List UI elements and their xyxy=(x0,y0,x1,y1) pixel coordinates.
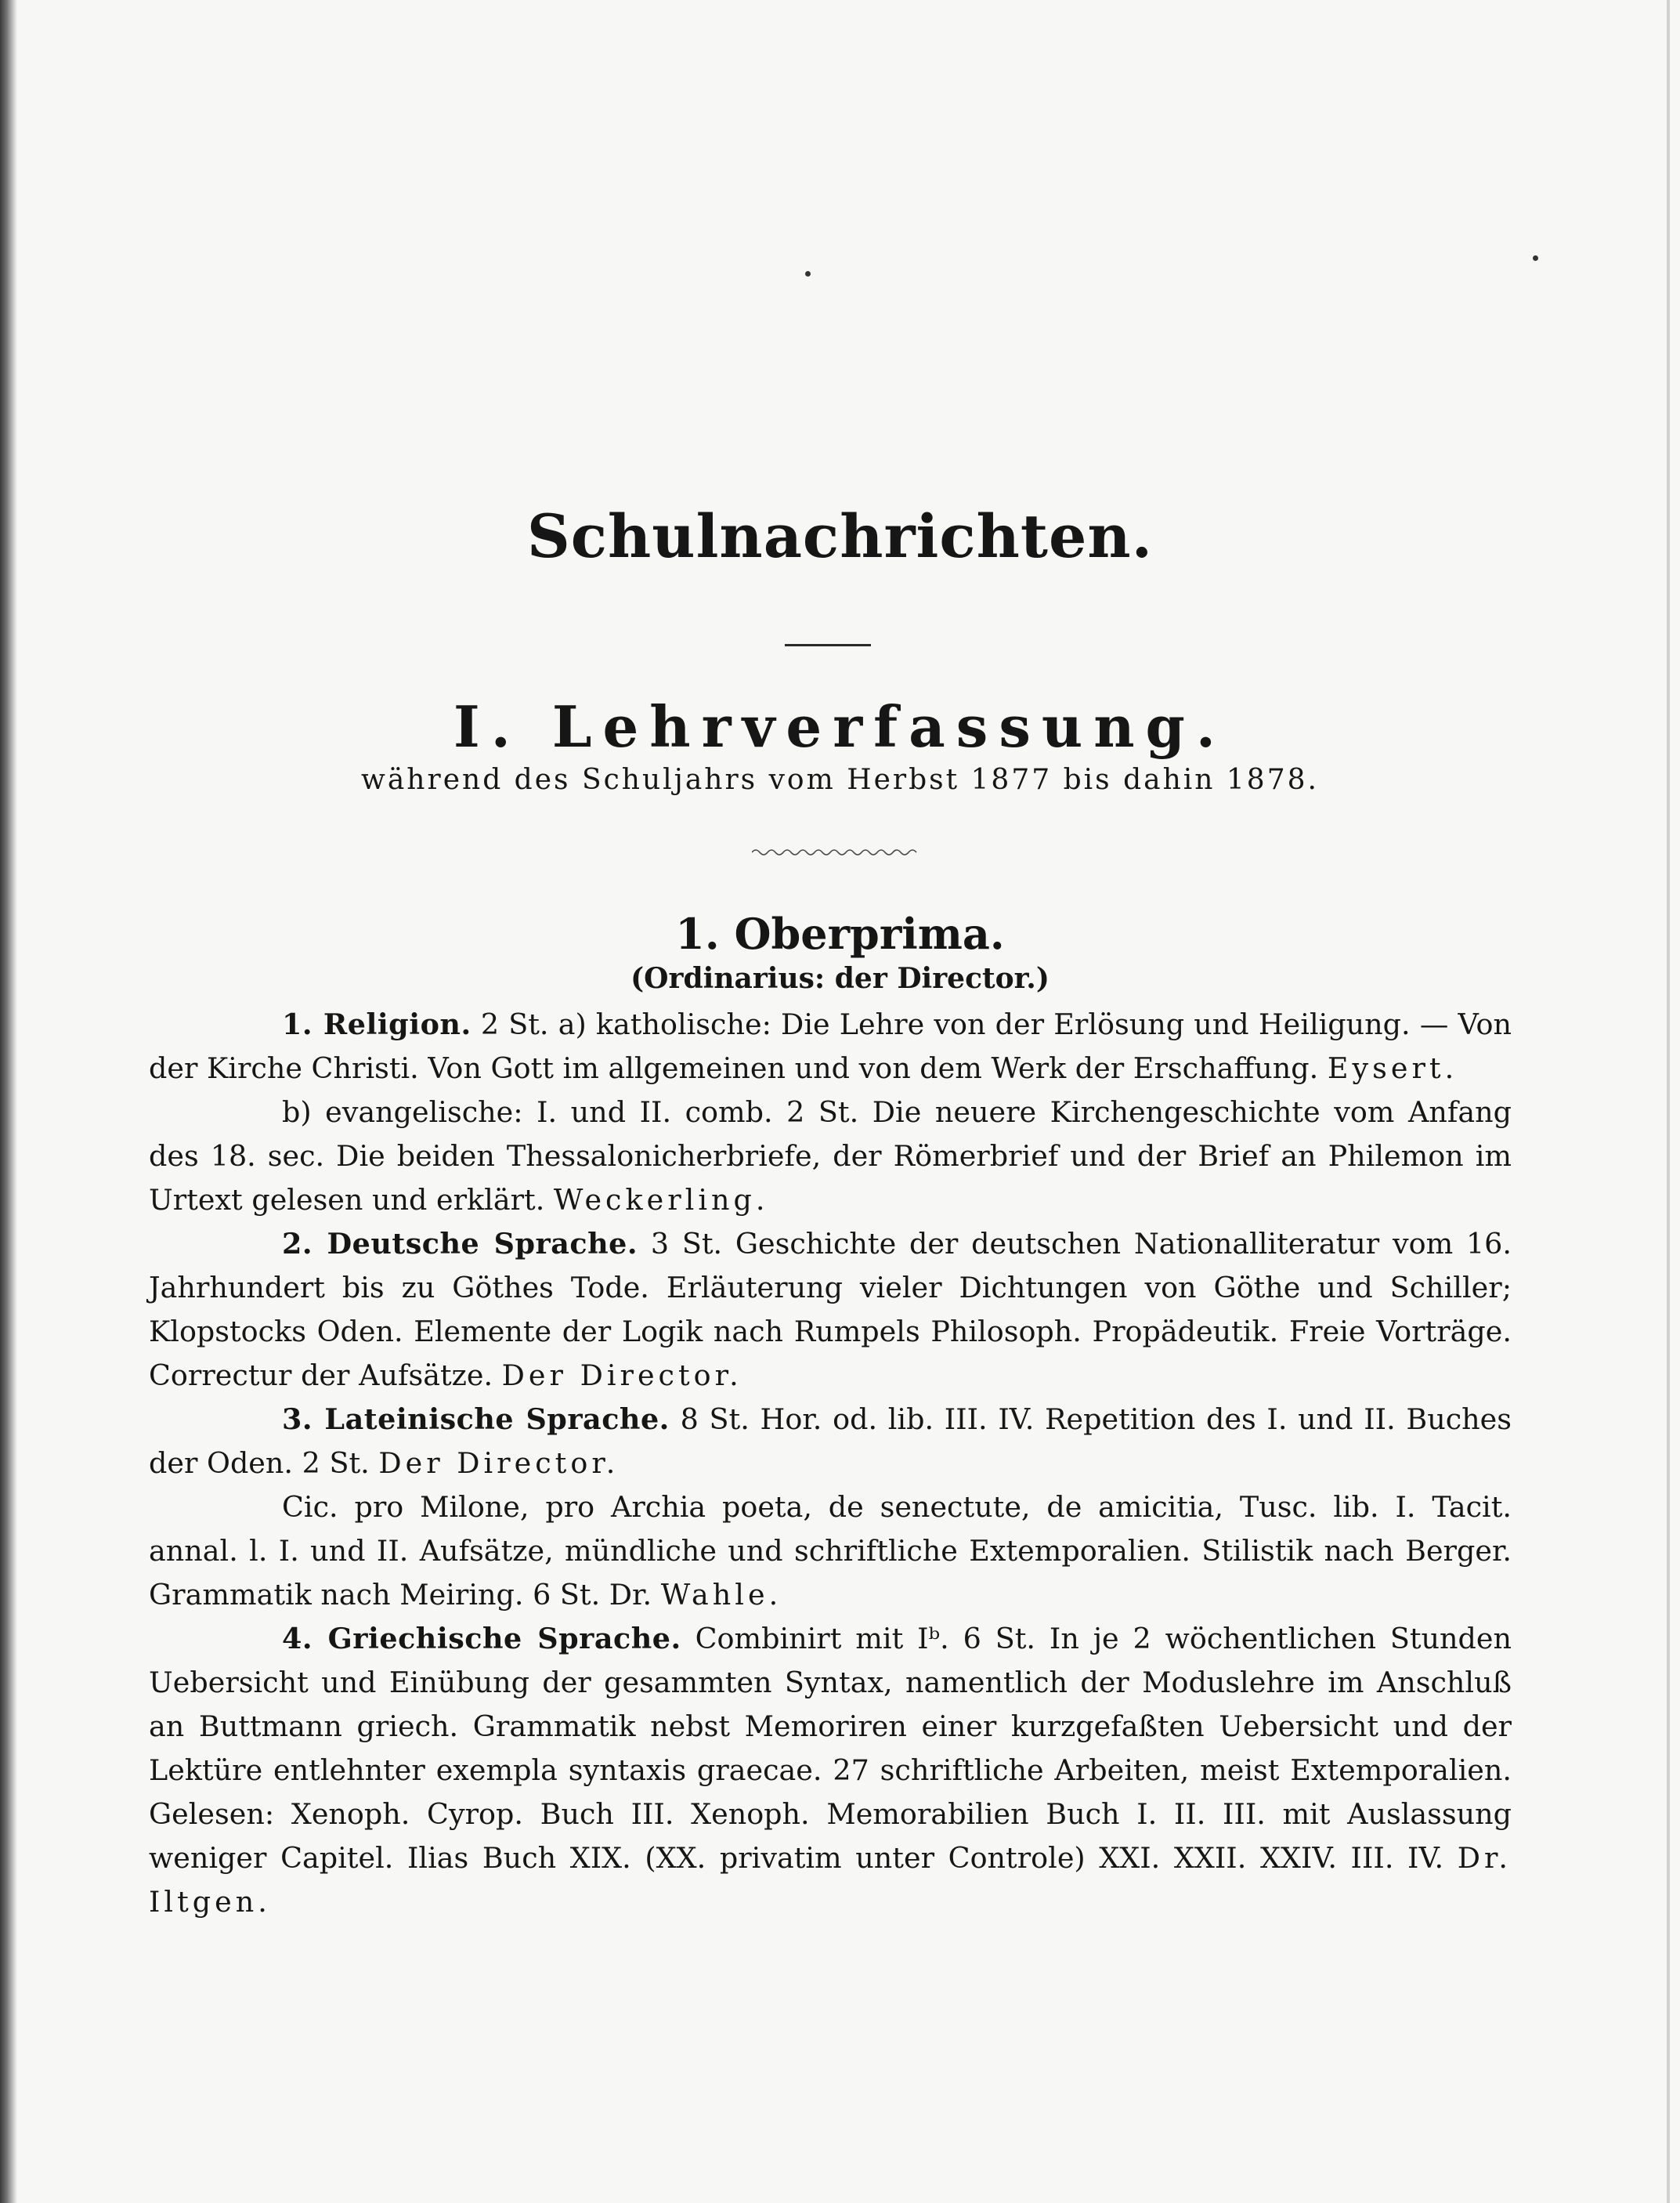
scan-edge-line xyxy=(1667,0,1670,2203)
paragraph-text: Combinirt mit Iᵇ. 6 St. In je 2 wöchentlichen Stunden Uebersicht und Einübung der gesammten Syntax, namentlich der Moduslehre im Anschluß an Buttmann griech. Grammatik nebst Memoriren einer kurzgefaßten Uebersicht und der Lektüre entlehnter exempla syntaxis graecae. 27 schriftliche Arbeiten, meist Extemporalien. Gelesen: Xenoph. Cyrop. Buch III. Xenoph. Memorabilien Buch I. II. III. mit Auslassung weniger Capitel. Ilias Buch XIX. (XX. privatim unter Controle) XXI. XXII. XXIV. III. IV. xyxy=(149,1622,1512,1875)
paragraph-latin xyxy=(149,1398,1512,1485)
section-subtitle: während des Schuljahrs vom Herbst 1877 bis dahin 1878. xyxy=(361,764,1319,796)
paragraph-text: b) evangelische: I. und II. comb. 2 St. Die neuere Kirchengeschichte vom Anfang des 18. sec. Die beiden Thessalonicherbriefe, der Römerbrief und der Brief an Philemon im Urtext gelesen und erklärt. xyxy=(149,1095,1512,1217)
paragraph-text: 8 St. Hor. od. lib. III. IV. Repetition des I. und II. Buches der Oden. 2 St. xyxy=(149,1402,1512,1480)
ink-speck xyxy=(1533,255,1538,261)
paragraph-text: 3 St. Geschichte der deutschen Nationalliteratur vom 16. Jahrhundert bis zu Göthes Tode. Erläuterung vieler Dichtungen von Göthe und Schiller; Klopstocks Oden. Elemente der Logik nach Rumpels Philosoph. Propädeutik. Freie Vorträge. Correctur der Aufsätze. xyxy=(149,1227,1512,1392)
teacher-name: Weckerling. xyxy=(553,1183,769,1217)
wavy-divider xyxy=(752,846,918,859)
scan-binding-edge xyxy=(0,0,17,2203)
page-title: Schulnachrichten. xyxy=(526,501,1154,571)
paragraph-religion-protestant xyxy=(149,1091,1512,1222)
subject-label: 1. Religion. xyxy=(282,1007,471,1041)
class-heading: 1. Oberprima. xyxy=(675,909,1005,959)
class-ordinarius: (Ordinarius: der Director.) xyxy=(630,962,1050,995)
teacher-name: Dr. Iltgen. xyxy=(149,1841,1512,1919)
paragraph-greek xyxy=(149,1617,1512,1924)
teacher-name: Der Director. xyxy=(378,1446,620,1480)
teacher-name: Der Director. xyxy=(501,1358,742,1392)
subject-label: 2. Deutsche Sprache. xyxy=(282,1227,638,1261)
ink-speck xyxy=(805,271,811,277)
paragraph-text: 2 St. a) katholische: Die Lehre von der Erlösung und Heiligung. — Von der Kirche Christi. Von Gott im allgemeinen und von dem Werk der Erschaffung. xyxy=(149,1007,1512,1085)
subject-label: 3. Lateinische Sprache. xyxy=(282,1402,670,1436)
section-heading: I. Lehrverfassung. xyxy=(453,693,1227,760)
paragraph-religion-catholic xyxy=(149,1003,1512,1091)
teacher-name: Wahle. xyxy=(660,1578,782,1612)
subject-label: 4. Griechische Sprache. xyxy=(282,1622,681,1655)
paragraph-text: Cic. pro Milone, pro Archia poeta, de senectute, de amicitia, Tusc. lib. I. Tacit. annal. l. I. und II. Aufsätze, mündliche und schriftliche Extemporalien. Stilistik nach Berger. Grammatik nach Meiring. 6 St. Dr. xyxy=(149,1490,1512,1612)
paragraph-german xyxy=(149,1222,1512,1398)
body-text xyxy=(149,1003,1512,1924)
teacher-name: Eysert. xyxy=(1327,1051,1458,1085)
paragraph-latin-reading xyxy=(149,1485,1512,1617)
title-rule xyxy=(785,644,871,646)
